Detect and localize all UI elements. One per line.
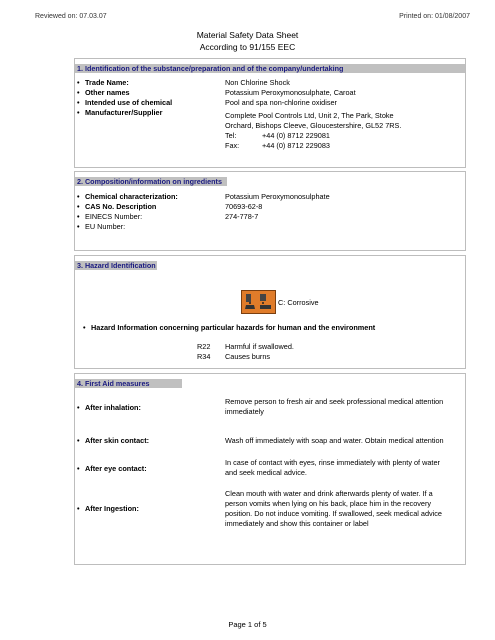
hazard-symbol-label: C: Corrosive [278,298,319,307]
field-value-line: immediately and show this container or label [225,519,369,528]
tel-value: +44 (0) 8712 229081 [262,131,330,140]
section-first-aid [74,373,466,565]
risk-text: Harmful if swallowed. [225,342,294,351]
field-value: Potassium Peroxymonosulphate, Caroat [225,88,356,97]
fax-label: Fax: [225,141,240,150]
title-line-1: Material Safety Data Sheet [196,30,299,40]
field-label: • CAS No. Description [77,202,156,212]
field-value: Pool and spa non-chlorine oxidiser [225,98,337,107]
title-line-2: According to 91/155 EEC [199,42,296,52]
section-title: 1. Identification of the substance/preparation and of the company/undertaking [75,64,465,73]
field-value: 70693-62-8 [225,202,263,211]
field-value-line: person vomits when lying on his back, place him in the recovery [225,499,432,508]
field-value: Potassium Peroxymonosulphate [225,192,330,201]
tel-label: Tel: [225,131,237,140]
field-label: • EINECS Number: [77,212,142,222]
field-label: • Manufacturer/Supplier [77,108,162,118]
section-title: 3. Hazard Identification [77,261,156,270]
field-value-line: Clean mouth with water and drink afterwards plenty of water. If a [225,489,433,498]
field-value-line: Remove person to fresh air and seek professional medical attention [225,397,444,406]
field-value-line: and seek medical advice. [225,468,307,477]
hazard-info: • Hazard Information concerning particular hazards for human and the environment [83,323,375,333]
field-value-line: immediately [225,407,264,416]
section-title: 4. First Aid measures [75,379,182,388]
field-label: • Intended use of chemical [77,98,172,108]
field-label: • EU Number: [77,222,125,232]
field-value: 274-778-7 [225,212,259,221]
printed-date: Printed on: 01/08/2007 [399,13,470,20]
field-label: • After Ingestion: [77,504,139,514]
field-label: • After skin contact: [77,436,149,446]
field-label: • Trade Name: [77,78,129,88]
field-value-line: In case of contact with eyes, rinse immediately with plenty of water [225,458,440,467]
field-label: • After inhalation: [77,403,141,413]
section-composition [74,171,466,251]
reviewed-date: Reviewed on: 07.03.07 [35,13,107,20]
field-label: • Other names [77,88,130,98]
risk-text: Causes burns [225,352,271,361]
section-identification [74,58,466,168]
field-value: Complete Pool Controls Ltd, Unit 2, The Park, Stoke [225,111,394,120]
field-label: • Chemical characterization: [77,192,178,202]
field-value-line: Wash off immediately with soap and water. Obtain medical attention [225,436,444,445]
risk-code: R34 [197,352,211,361]
fax-value: +44 (0) 8712 229083 [262,141,330,150]
field-label: • After eye contact: [77,464,147,474]
section-title: 2. Composition/information on ingredients [75,177,227,186]
document-title [0,29,495,53]
field-value-line: position. Do not induce vomiting. If swallowed, seek medical advice [225,509,442,518]
risk-code: R22 [197,342,211,351]
page-number: Page 1 of 5 [228,620,267,629]
address-line: Orchard, Bishops Cleeve, Gloucestershire, GL52 7RS. [225,121,402,130]
section-hazard [74,255,466,369]
field-value: Non Chlorine Shock [225,78,290,87]
corrosive-icon [241,290,276,314]
